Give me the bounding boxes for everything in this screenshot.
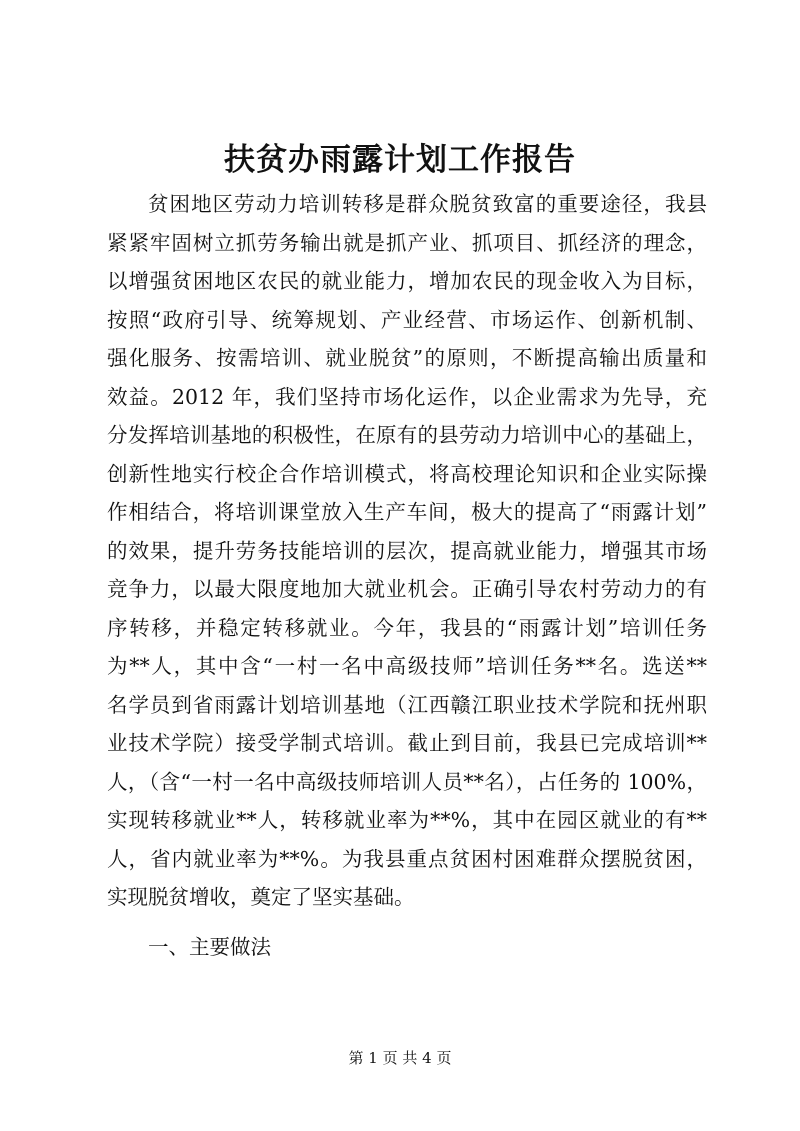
paragraph-line: 贫困地区劳动力培训转移是群众脱贫致富的重要途径，我县 xyxy=(148,192,707,216)
paragraph-line: 的效果，提升劳务技能培训的层次，提高就业能力，增强其市场 xyxy=(107,538,707,563)
paragraph-line: 名学员到省雨露计划培训基地（江西赣江职业技术学院和抚州职 xyxy=(107,692,707,717)
paragraph-line: 竞争力，以最大限度地加大就业机会。正确引导农村劳动力的有 xyxy=(107,577,707,601)
paragraph-line: 强化服务、按需培训、就业脱贫”的原则，不断提高输出质量和 xyxy=(107,346,707,370)
section-heading: 一、主要做法 xyxy=(148,935,271,959)
document-title: 扶贫办雨露计划工作报告 xyxy=(224,142,576,178)
paragraph-line: 创新性地实行校企合作培训模式，将高校理论知识和企业实际操 xyxy=(107,461,707,486)
page-footer: 第 1 页 共 4 页 xyxy=(348,1049,452,1067)
paragraph-line: 实现脱贫增收，奠定了坚实基础。 xyxy=(107,885,415,909)
paragraph-line: 序转移，并稳定转移就业。今年，我县的“雨露计划”培训任务 xyxy=(107,615,707,640)
paragraph-line: 分发挥培训基地的积极性，在原有的县劳动力培训中心的基础上， xyxy=(107,423,707,447)
paragraph-line: 为**人，其中含“一村一名中高级技师”培训任务**名。选送** xyxy=(107,654,707,678)
body-paragraph xyxy=(107,185,707,917)
paragraph-line: 以增强贫困地区农民的就业能力，增加农民的现金收入为目标， xyxy=(107,269,707,293)
paragraph-line: 按照“政府引导、统筹规划、产业经营、市场运作、创新机制、 xyxy=(107,307,707,332)
paragraph-line: 紧紧牢固树立抓劳务输出就是抓产业、抓项目、抓经济的理念， xyxy=(107,230,707,255)
paragraph-line: 人，（含“一村一名中高级技师培训人员**名），占任务的 100%， xyxy=(107,769,707,794)
paragraph-line: 实现转移就业**人，转移就业率为**%，其中在园区就业的有** xyxy=(107,808,707,832)
paragraph-line: 业技术学院）接受学制式培训。截止到目前，我县已完成培训** xyxy=(107,731,707,755)
paragraph-line: 作相结合，将培训课堂放入生产车间，极大的提高了“雨露计划” xyxy=(107,500,707,524)
paragraph-line: 人，省内就业率为**%。为我县重点贫困村困难群众摆脱贫困， xyxy=(107,846,707,871)
paragraph-line: 效益。2012 年，我们坚持市场化运作，以企业需求为先导，充 xyxy=(107,384,707,409)
